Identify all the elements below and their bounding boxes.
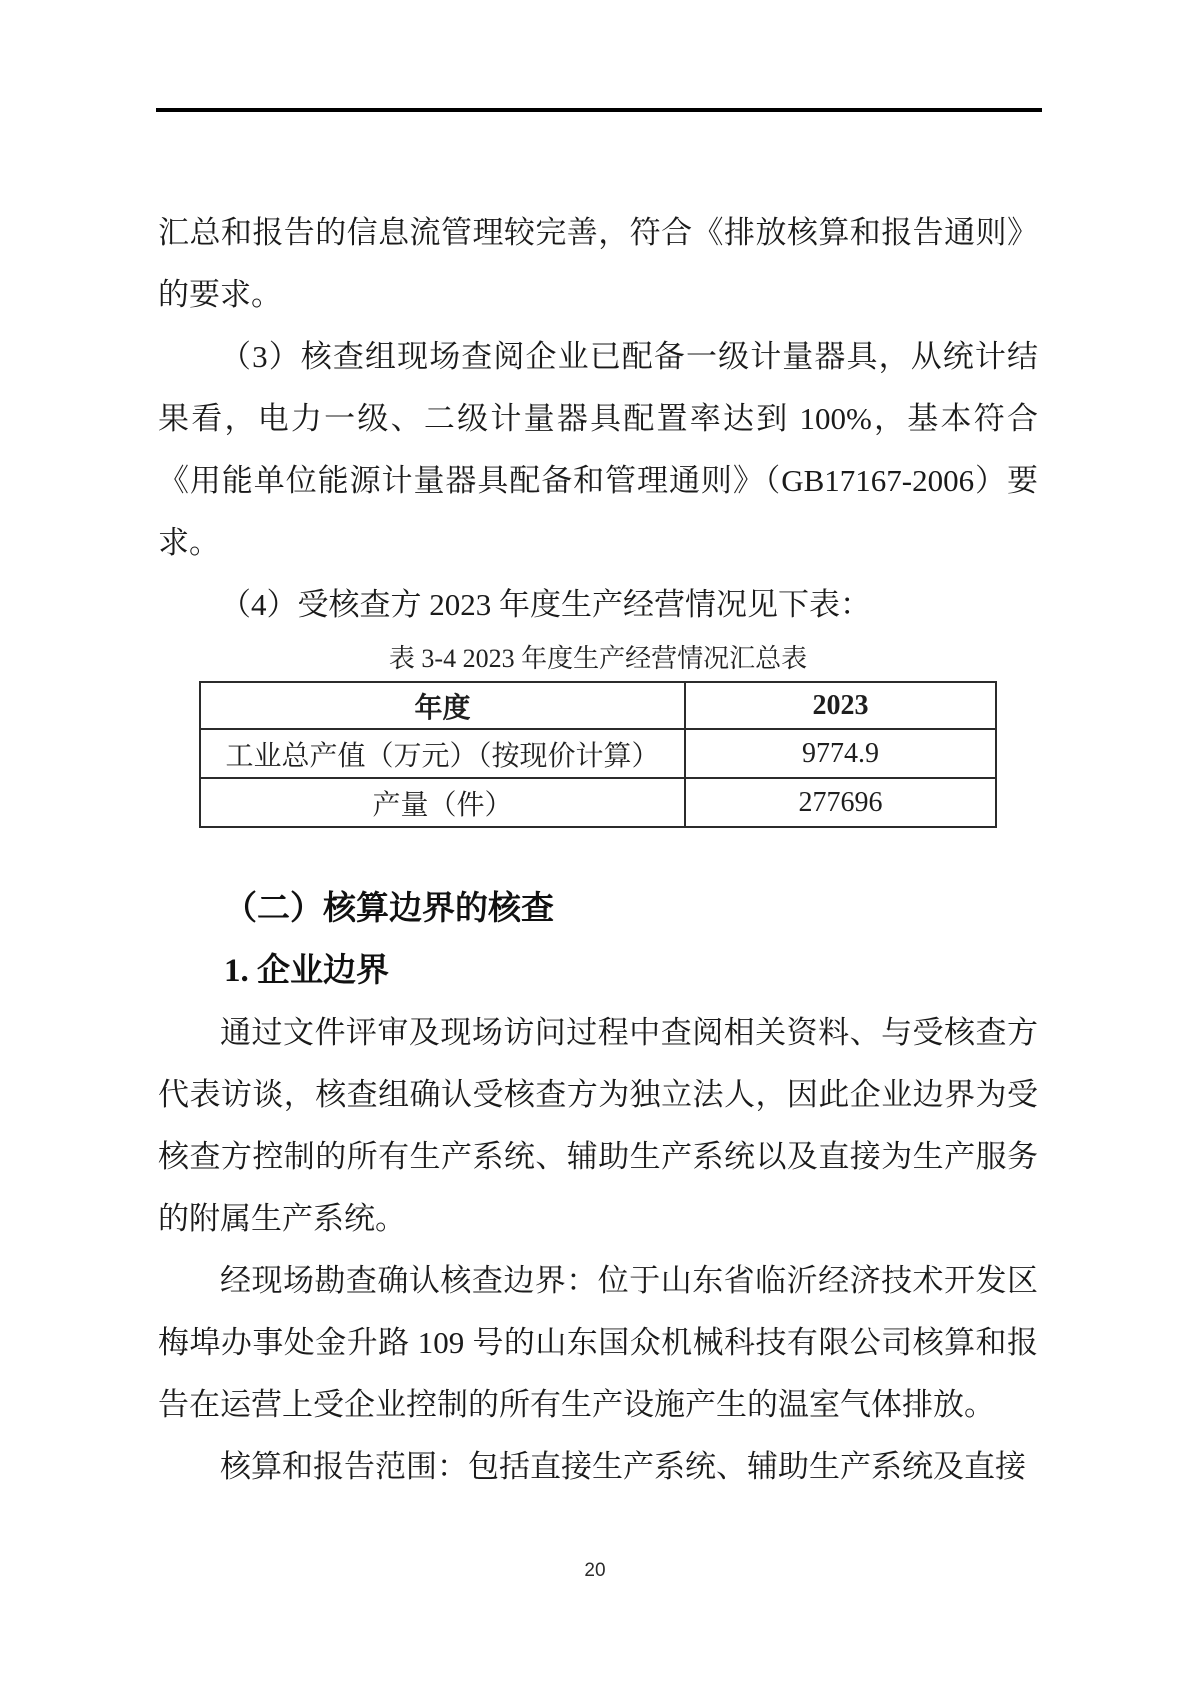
table-header-year: 年度 <box>200 682 685 729</box>
page-content <box>158 202 1038 1498</box>
table-cell-output-value: 9774.9 <box>685 729 996 778</box>
paragraph-item4-production: （4）受核查方 2023 年度生产经营情况见下表： <box>220 587 871 622</box>
table-row <box>200 778 996 827</box>
table-header-row <box>200 682 996 729</box>
table-header-2023: 2023 <box>685 682 996 729</box>
paragraph-reporting-scope: 核算和报告范围：包括直接生产系统、辅助生产系统及直接 <box>220 1449 1026 1484</box>
table-cell-quantity-label: 产量（件） <box>200 778 685 827</box>
table-caption: 表 3-4 2023 年度生产经营情况汇总表 <box>388 644 808 673</box>
section-heading-accounting-boundary: （二）核算边界的核查 <box>224 891 554 927</box>
subsection-heading-enterprise-boundary: 1. 企业边界 <box>224 953 389 989</box>
table-cell-quantity-value: 277696 <box>685 778 996 827</box>
paragraph-enterprise-boundary: 通过文件评审及现场访问过程中查阅相关资料、与受核查方代表访谈，核查组确认受核查方为独立法人，因此企业边界为受核查方控制的所有生产系统、辅助生产系统以及直接为生产服务的附属生产系统。 <box>158 1015 1038 1236</box>
header-rule <box>156 108 1042 112</box>
page-number: 20 <box>584 1560 606 1581</box>
paragraph-item3-metering: （3）核查组现场查阅企业已配备一级计量器具，从统计结果看，电力一级、二级计量器具配置率达到 100%，基本符合《用能单位能源计量器具配备和管理通则》（GB17167-2006）要求。 <box>158 339 1038 560</box>
table-row <box>200 729 996 778</box>
paragraph-info-flow: 汇总和报告的信息流管理较完善，符合《排放核算和报告通则》的要求。 <box>158 215 1038 312</box>
table-cell-output-value-label: 工业总产值（万元）（按现价计算） <box>200 729 685 778</box>
paragraph-site-survey-boundary: 经现场勘查确认核查边界：位于山东省临沂经济技术开发区梅埠办事处金升路 109 号的山东国众机械科技有限公司核算和报告在运营上受企业控制的所有生产设施产生的温室气体排放。 <box>158 1263 1038 1422</box>
production-summary-table <box>199 681 997 828</box>
